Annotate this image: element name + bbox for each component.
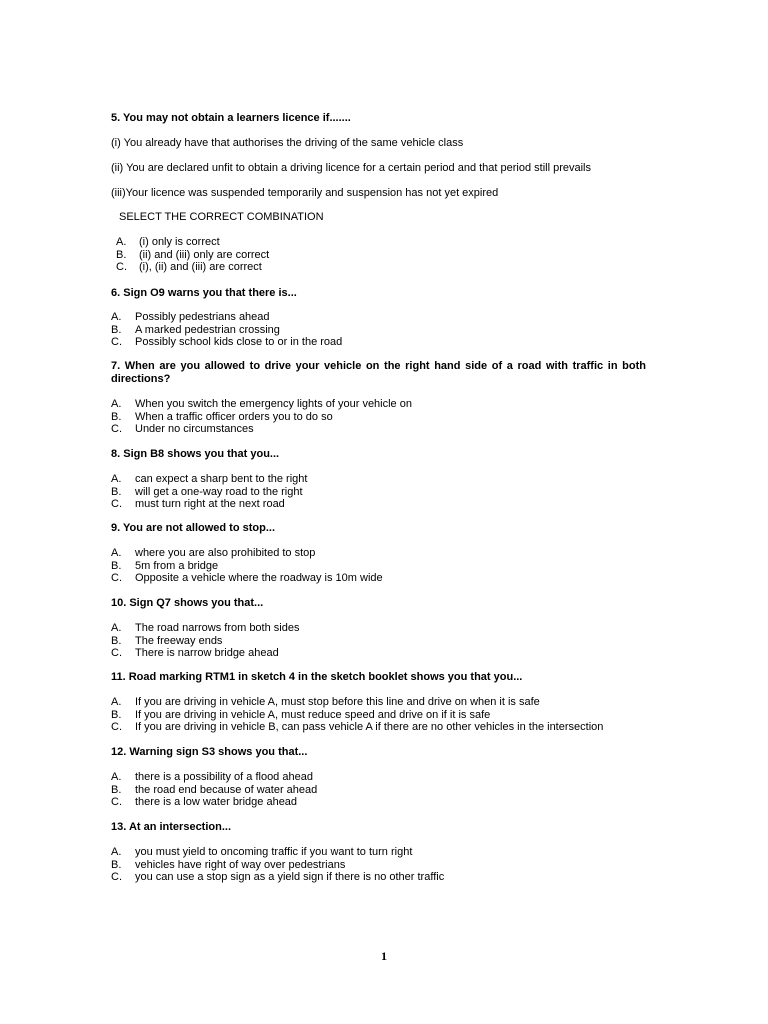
option-text: Opposite a vehicle where the roadway is 10m wide	[135, 572, 383, 584]
page-number: 1	[381, 949, 387, 963]
option-b	[111, 784, 671, 797]
option-text: there is a low water bridge ahead	[135, 796, 298, 808]
option-a	[111, 311, 671, 324]
option-letter: C.	[116, 261, 127, 273]
option-text: (ii) and (iii) only are correct	[139, 248, 270, 261]
option-b	[111, 560, 671, 573]
question-11-options	[111, 696, 671, 734]
question-9-options	[111, 547, 671, 585]
option-b	[111, 859, 671, 872]
option-text: The freeway ends	[135, 634, 223, 647]
option-text: will get a one-way road to the right	[135, 485, 303, 498]
question-5-options	[116, 236, 676, 274]
option-text: there is a possibility of a flood ahead	[135, 771, 313, 783]
option-text: vehicles have right of way over pedestrians	[135, 858, 346, 871]
option-letter: C.	[111, 572, 122, 584]
question-5-statement-2: (ii) You are declared unfit to obtain a driving licence for a certain period and that period still prevails	[111, 162, 591, 174]
option-text: When a traffic officer orders you to do so	[135, 410, 333, 423]
question-5-instruction: SELECT THE CORRECT COMBINATION	[119, 211, 324, 223]
option-b	[116, 249, 676, 262]
option-text: There is narrow bridge ahead	[135, 647, 279, 659]
option-a	[111, 696, 671, 709]
option-letter: A.	[111, 622, 122, 634]
option-letter: A.	[111, 398, 122, 410]
option-text: you can use a stop sign as a yield sign if there is no other traffic	[135, 871, 445, 883]
question-7-title: 7. When are you allowed to drive your vehicle on the right hand side of a road with traffic in both directions?	[111, 360, 646, 385]
option-a	[111, 547, 671, 560]
question-8-options	[111, 473, 671, 511]
option-text: the road end because of water ahead	[135, 783, 318, 796]
option-text: If you are driving in vehicle B, can pass vehicle A if there are no other vehicles in the intersection	[135, 721, 604, 733]
option-letter: A.	[111, 473, 122, 485]
option-c	[111, 572, 671, 585]
question-7-options	[111, 398, 671, 436]
option-a	[116, 236, 676, 249]
option-c	[111, 796, 671, 809]
option-text: If you are driving in vehicle A, must reduce speed and drive on if it is safe	[135, 708, 491, 721]
question-10-options	[111, 622, 671, 660]
option-letter: C.	[111, 721, 122, 733]
option-letter: A.	[111, 547, 122, 559]
option-a	[111, 473, 671, 486]
question-5-title: 5. You may not obtain a learners licence if.......	[111, 112, 351, 124]
option-text: Possibly pedestrians ahead	[135, 311, 270, 323]
option-b	[111, 324, 671, 337]
question-12-title: 12. Warning sign S3 shows you that...	[111, 746, 308, 758]
option-letter: C.	[111, 423, 122, 435]
option-letter: C.	[111, 796, 122, 808]
option-b	[111, 635, 671, 648]
option-a	[111, 622, 671, 635]
question-5-statement-1: (i) You already have that authorises the driving of the same vehicle class	[111, 137, 464, 149]
option-letter: A.	[116, 236, 127, 248]
option-a	[111, 846, 671, 859]
option-letter: B.	[111, 323, 122, 336]
question-12-options	[111, 771, 671, 809]
option-text: (i), (ii) and (iii) are correct	[139, 261, 262, 273]
option-letter: C.	[111, 647, 122, 659]
option-a	[111, 771, 671, 784]
question-11-title: 11. Road marking RTM1 in sketch 4 in the sketch booklet shows you that you...	[111, 671, 523, 683]
question-13-title: 13. At an intersection...	[111, 821, 232, 833]
option-a	[111, 398, 671, 411]
option-letter: B.	[116, 248, 127, 261]
option-c	[111, 498, 671, 511]
option-text: you must yield to oncoming traffic if you want to turn right	[135, 846, 413, 858]
question-13-options	[111, 846, 671, 884]
option-letter: C.	[111, 871, 122, 883]
option-text: (i) only is correct	[139, 236, 220, 248]
option-letter: C.	[111, 336, 122, 348]
option-b	[111, 709, 671, 722]
option-text: 5m from a bridge	[135, 559, 219, 572]
option-letter: A.	[111, 846, 122, 858]
option-letter: B.	[111, 634, 122, 647]
option-letter: A.	[111, 771, 122, 783]
option-text: Possibly school kids close to or in the road	[135, 336, 343, 348]
option-b	[111, 486, 671, 499]
option-b	[111, 411, 671, 424]
question-8-title: 8. Sign B8 shows you that you...	[111, 448, 280, 460]
option-text: If you are driving in vehicle A, must stop before this line and drive on when it is safe	[135, 696, 540, 708]
option-letter: A.	[111, 311, 122, 323]
option-text: Under no circumstances	[135, 423, 254, 435]
option-letter: A.	[111, 696, 122, 708]
question-10-title: 10. Sign Q7 shows you that...	[111, 597, 264, 609]
option-letter: B.	[111, 485, 122, 498]
question-6-options	[111, 311, 671, 349]
option-c	[111, 423, 671, 436]
question-6-title: 6. Sign O9 warns you that there is...	[111, 287, 297, 299]
option-text: When you switch the emergency lights of your vehicle on	[135, 398, 412, 410]
option-letter: C.	[111, 498, 122, 510]
question-9-title: 9. You are not allowed to stop...	[111, 522, 276, 534]
option-text: can expect a sharp bent to the right	[135, 473, 308, 485]
option-c	[111, 871, 671, 884]
option-text: The road narrows from both sides	[135, 622, 300, 634]
option-c	[111, 336, 671, 349]
option-letter: B.	[111, 708, 122, 721]
option-letter: B.	[111, 783, 122, 796]
option-c	[116, 261, 676, 274]
option-text: where you are also prohibited to stop	[135, 547, 316, 559]
option-letter: B.	[111, 410, 122, 423]
question-5-statement-3: (iii)Your licence was suspended temporarily and suspension has not yet expired	[111, 187, 499, 199]
option-letter: B.	[111, 858, 122, 871]
option-c	[111, 721, 671, 734]
option-text: A marked pedestrian crossing	[135, 323, 280, 336]
option-letter: B.	[111, 559, 122, 572]
option-c	[111, 647, 671, 660]
option-text: must turn right at the next road	[135, 498, 285, 510]
